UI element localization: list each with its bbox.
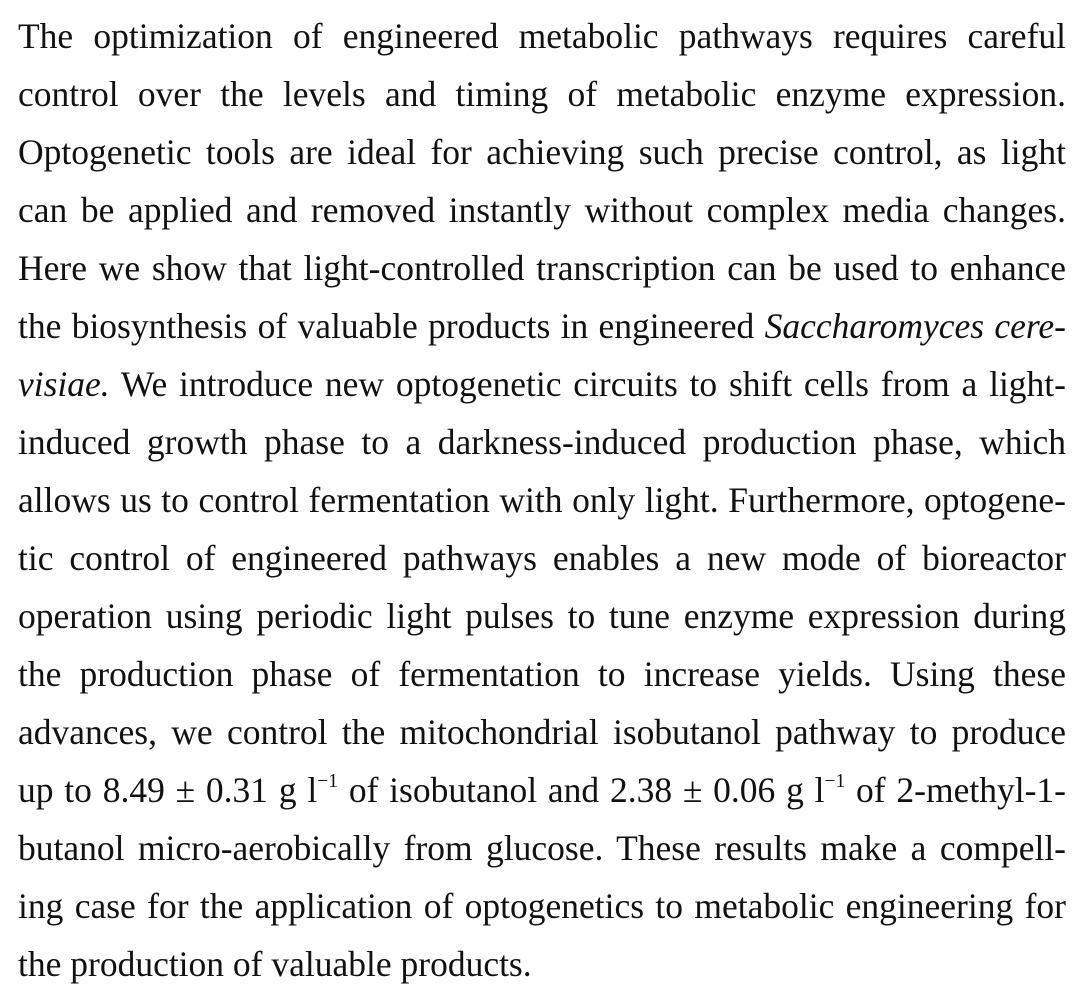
species-name: visiae. <box>18 364 110 404</box>
abstract-text: of 2-methyl-1- <box>845 770 1066 810</box>
abstract-line: ing case for the application of optogenetics to metabolic engineering for <box>18 886 1066 926</box>
abstract-line: butanol micro-aerobically from glucose. These results make a compell- <box>18 828 1066 868</box>
unit-exponent: −1 <box>824 771 846 793</box>
abstract-text: the biosynthesis of valuable products in engineered <box>18 306 765 346</box>
abstract-line <box>18 761 1066 819</box>
abstract-text: of isobutanol and 2.38 ± 0.06 g l <box>338 770 825 810</box>
abstract-line: tic control of engineered pathways enables a new mode of bioreactor <box>18 538 1066 578</box>
abstract-text: up to 8.49 ± 0.31 g l <box>18 770 318 810</box>
abstract-line: The optimization of engineered metabolic pathways requires careful <box>18 16 1066 56</box>
abstract-line: Optogenetic tools are ideal for achieving such precise control, as light <box>18 132 1066 172</box>
abstract-line: operation using periodic light pulses to tune enzyme expression during <box>18 596 1066 636</box>
abstract-line: the production of valuable products. <box>18 944 532 984</box>
abstract-line <box>18 297 1066 355</box>
abstract-line: advances, we control the mitochondrial isobutanol pathway to produce <box>18 712 1066 752</box>
abstract-line: induced growth phase to a darkness-induced production phase, which <box>18 422 1066 462</box>
abstract-line: the production phase of fermentation to increase yields. Using these <box>18 654 1066 694</box>
abstract-line: Here we show that light-controlled transcription can be used to enhance <box>18 248 1066 288</box>
abstract-text: We introduce new optogenetic circuits to shift cells from a light- <box>109 364 1066 404</box>
unit-exponent: −1 <box>317 771 339 793</box>
abstract-line: can be applied and removed instantly without complex media changes. <box>18 190 1066 230</box>
abstract-line: allows us to control fermentation with only light. Furthermore, optogene- <box>18 480 1066 520</box>
species-name: Saccharomyces cere- <box>764 306 1066 346</box>
abstract-line: control over the levels and timing of metabolic enzyme expression. <box>18 74 1066 114</box>
abstract-paragraph <box>18 7 1066 993</box>
abstract-line <box>18 355 1066 413</box>
